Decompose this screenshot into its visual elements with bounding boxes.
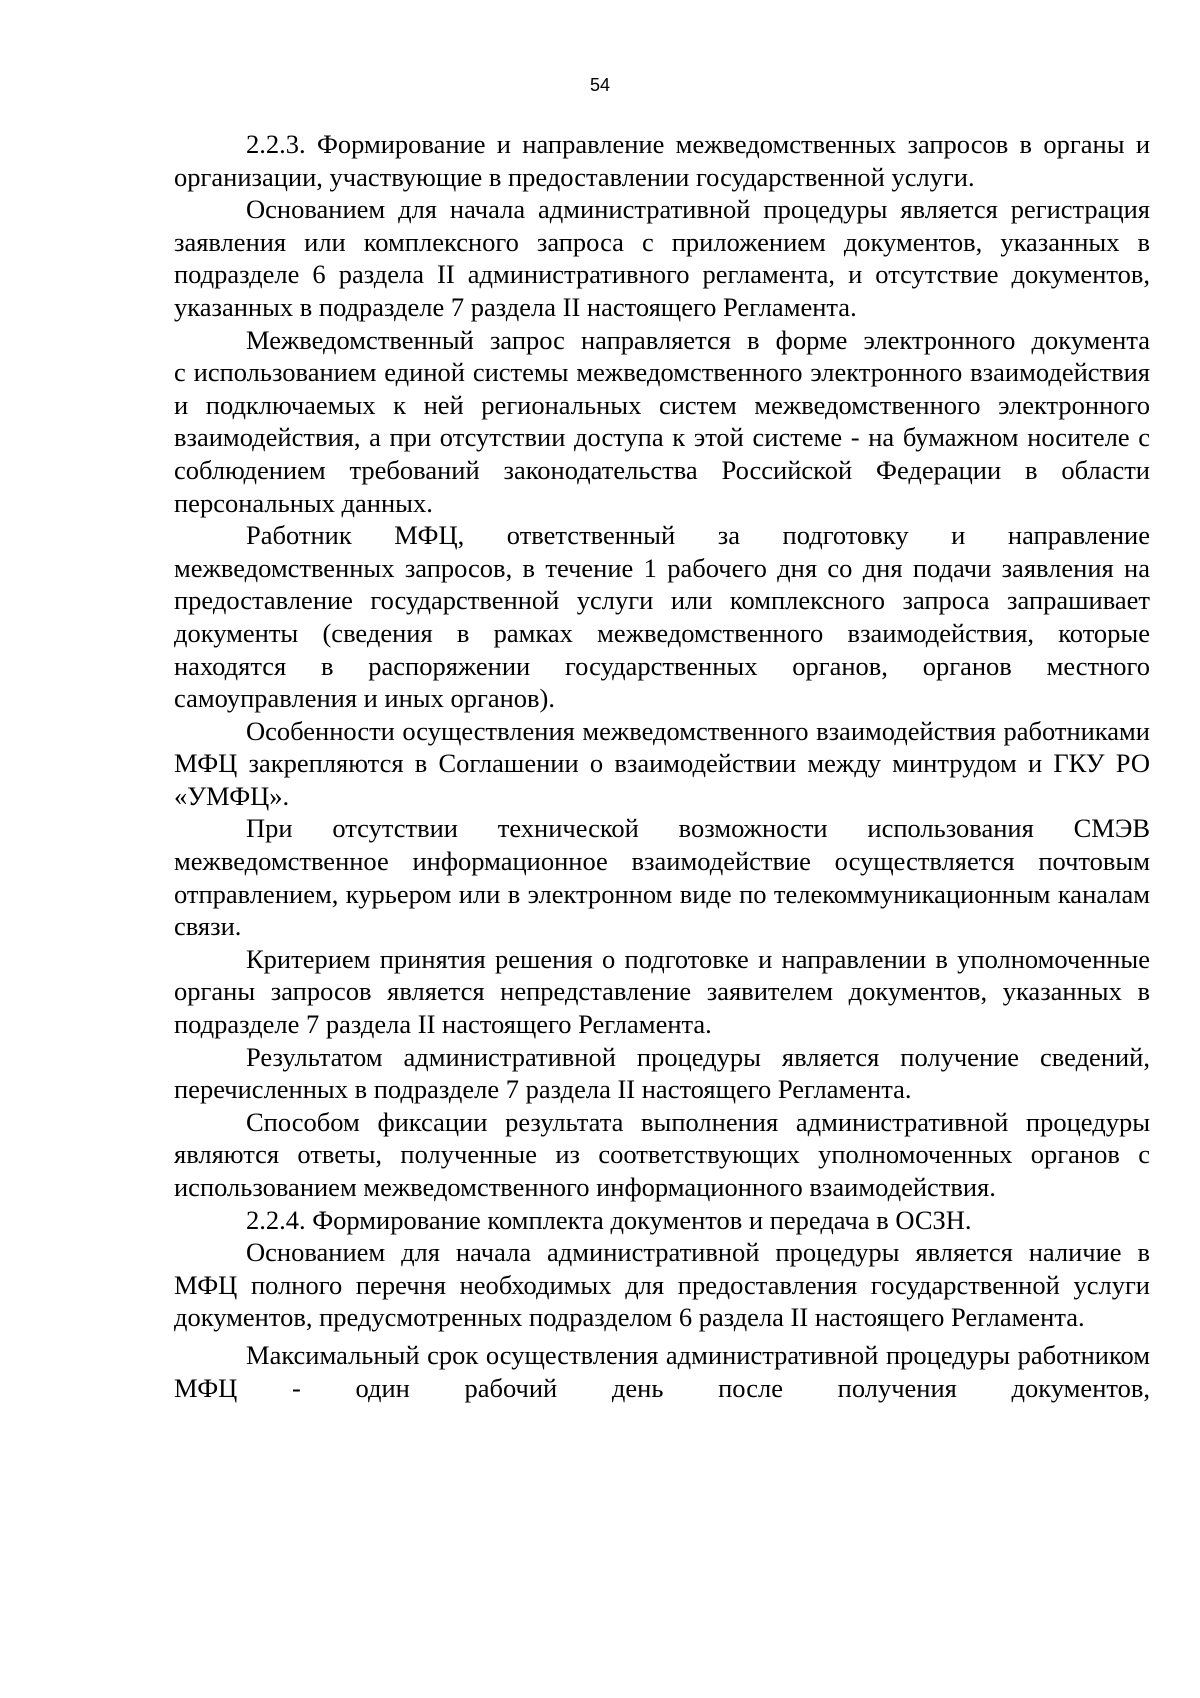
paragraph: Работник МФЦ, ответственный за подготовку и направление межведомственных запросов, в течение 1 рабочего дня со дня подачи заявления на предоставление государственной услуги или комплексного запроса запрашивает документы (сведения в рамках межведомственного взаимодействия, которые находятся в распоряжении государственных органов, органов местного самоуправления и иных органов). [174, 520, 1150, 714]
paragraph: Основанием для начала административной процедуры является наличие в МФЦ полного перечня необходимых для предоставления государственной услуги документов, предусмотренных подразделом 6 раздела II настоящего Регламента. [174, 1237, 1150, 1333]
section-heading-2-2-3: 2.2.3. Формирование и направление межведомственных запросов в органы и организации, участвующие в предоставлении государственной услуги. [174, 129, 1150, 192]
paragraph: Основанием для начала административной процедуры является регистрация заявления или комплексного запроса с приложением документов, указанных в подразделе 6 раздела II административного регламента, и отсутствие документов, указанных в подразделе 7 раздела II настоящего Регламента. [174, 194, 1150, 322]
paragraph: Критерием принятия решения о подготовке и направлении в уполномоченные органы запросов является непредставление заявителем документов, указанных в подразделе 7 раздела II настоящего Регламента. [174, 943, 1150, 1040]
paragraph: Способом фиксации результата выполнения административной процедуры являются ответы, полученные из соответствующих уполномоченных органов с использованием межведомственного информационного взаимодействия. [174, 1106, 1150, 1202]
paragraph: Межведомственный запрос направляется в форме электронного документа [246, 324, 1150, 355]
document-body [174, 128, 1150, 1404]
paragraph: с использованием единой системы межведомственного электронного взаимодействия и подключаемых к ней региональных систем межведомственного электронного взаимодействия, а при отсутствии доступа к этой системе - на бумажном носителе с соблюдением требований законодательства Российской Федерации в области персональных данных. [174, 357, 1150, 518]
paragraph: Максимальный срок осуществления административной процедуры работником МФЦ - один рабочий день после получения документов, [174, 1339, 1150, 1403]
section-heading-2-2-4: 2.2.4. Формирование комплекта документов и передача в ОСЗН. [246, 1204, 972, 1235]
page-number: 54 [589, 75, 611, 95]
paragraph: При отсутствии технической возможности использования СМЭВ межведомственное информационное взаимодействие осуществляется почтовым отправлением, курьером или в электронном виде по телекоммуникационным каналам связи. [174, 813, 1150, 942]
paragraph: Результатом административной процедуры является получение сведений, перечисленных в подразделе 7 раздела II настоящего Регламента. [174, 1041, 1150, 1105]
paragraph: Особенности осуществления межведомственного взаимодействия работниками МФЦ закрепляются в Соглашении о взаимодействии между минтрудом и ГКУ РО «УМФЦ». [174, 715, 1150, 811]
